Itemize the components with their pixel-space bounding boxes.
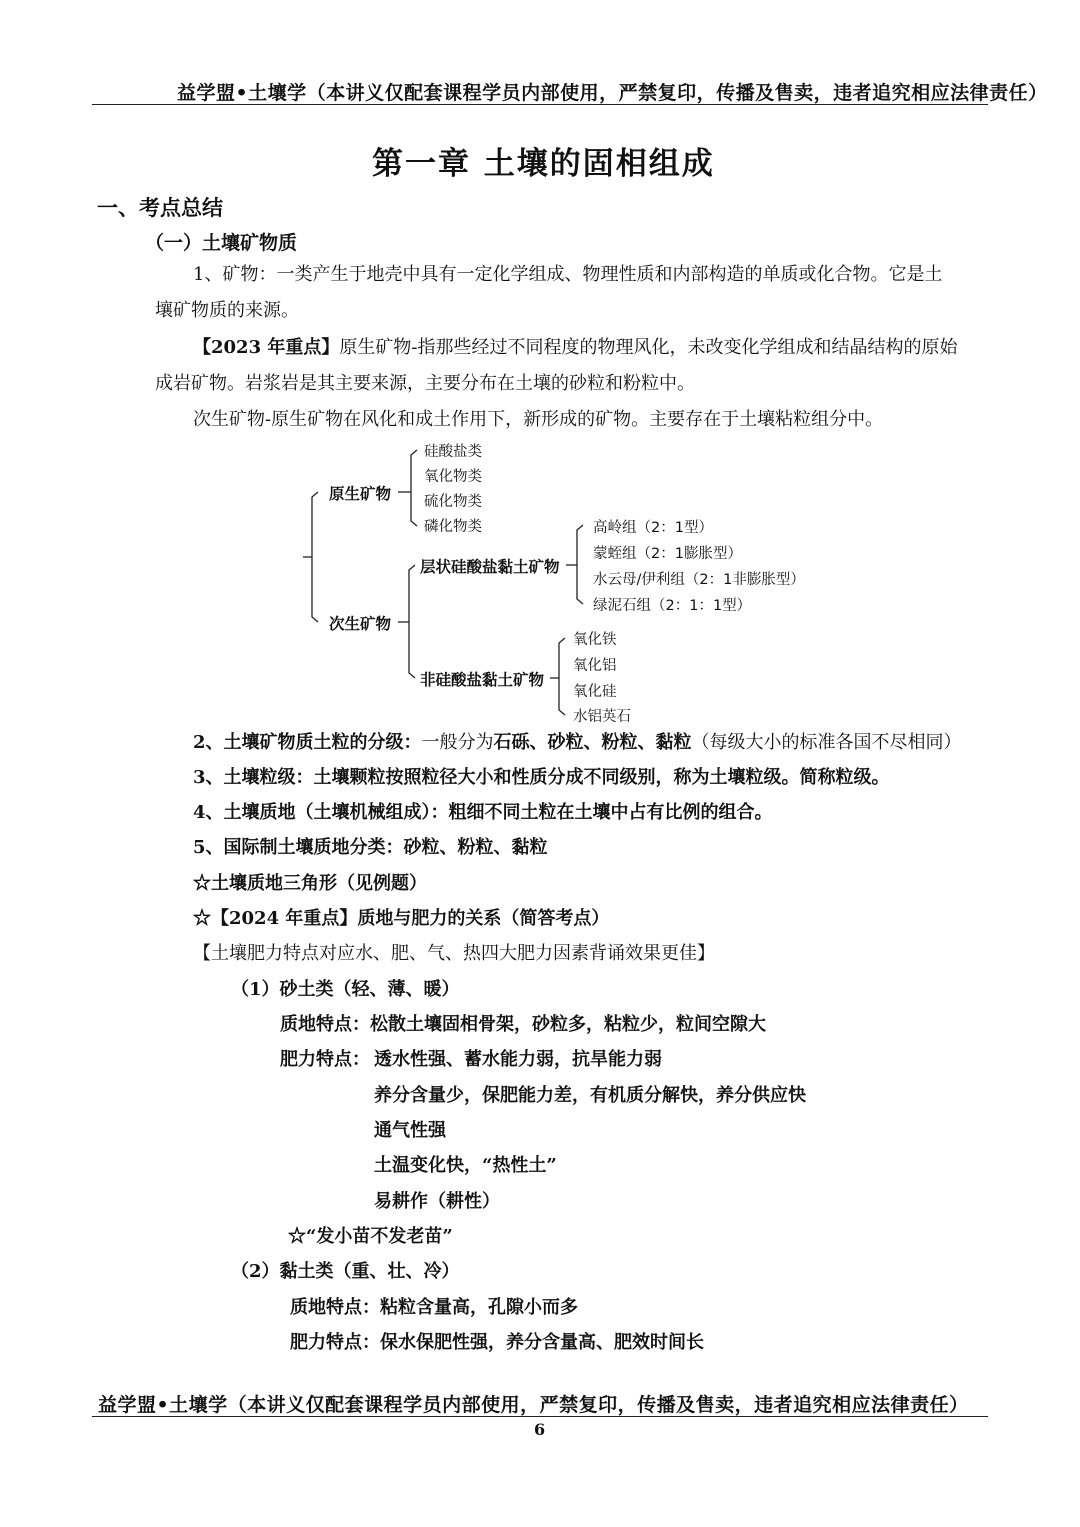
sandy-fertility-line: 土温变化快，“热性土” [374, 1155, 557, 1176]
sandy-fertility-line: 通气性强 [374, 1120, 446, 1141]
point2-rest-a: 一般分为 [421, 732, 494, 753]
non-silicate-item: 氧化铁 [573, 632, 617, 648]
subsection-heading: （一）土壤矿物质 [145, 232, 298, 254]
non-silicate-item: 水铝英石 [573, 709, 631, 725]
sandy-fertility-line: 透水性强、蓄水能力弱，抗旱能力弱 [374, 1049, 662, 1070]
chapter-title: 第一章 土壤的固相组成 [372, 146, 715, 182]
sandy-fertility-line: 易耕作（耕性） [374, 1191, 500, 1212]
para1-line1: 1、矿物：一类产生于地壳中具有一定化学组成、物理性质和内部构造的单质或化合物。它是土 [193, 264, 943, 285]
clay-fertility: 肥力特点：保水保肥性强，养分含量高、肥效时间长 [290, 1332, 704, 1353]
point4: 4、土壤质地（土壤机械组成）：粗细不同土粒在土壤中占有比例的组合。 [193, 802, 773, 823]
layered-item: 绿泥石组（2：1：1型） [593, 598, 752, 614]
page-header: 益学盟•土壤学（本讲义仅配套课程学员内部使用，严禁复印，传播及售卖，违者追究相应法律责任） [177, 82, 1048, 104]
memo-note: 【土壤肥力特点对应水、肥、气、热四大肥力因素背诵效果更佳】 [193, 943, 715, 964]
point2-bold: 石砾、砂粒、粉粒、黏粒 [493, 732, 692, 753]
star-point-2024: ☆【2024 年重点】质地与肥力的关系（简答考点） [193, 908, 610, 929]
key-tag-2023: 【2023 年重点】 [193, 337, 340, 358]
layered-item: 水云母/伊利组（2：1非膨胀型） [593, 572, 805, 588]
primary-item: 氧化物类 [424, 469, 482, 485]
layered-item: 高岭组（2：1型） [593, 520, 713, 536]
primary-item: 硅酸盐类 [424, 444, 482, 460]
sandy-saying: ☆“发小苗不发老苗” [288, 1226, 453, 1247]
non-silicate-item: 氧化硅 [573, 684, 617, 700]
sandy-heading: （1）砂土类（轻、薄、暖） [231, 979, 460, 1000]
para1-line2: 壤矿物质的来源。 [155, 300, 299, 321]
footer-rule [92, 1416, 988, 1417]
page-number: 6 [534, 1420, 546, 1439]
para2-line1-text: 原生矿物-指那些经过不同程度的物理风化，未改变化学组成和结晶结构的原始 [339, 337, 958, 358]
point5: 5、国际制土壤质地分类：砂粒、粉粒、黏粒 [193, 837, 548, 858]
layered-item: 蒙蛭组（2：1膨胀型） [593, 546, 742, 562]
non-silicate-label: 非硅酸盐黏土矿物 [420, 671, 545, 689]
clay-texture: 质地特点：粘粒含量高，孔隙小而多 [290, 1297, 578, 1318]
sandy-texture: 质地特点：松散土壤固相骨架，砂粒多，粘粒少，粒间空隙大 [280, 1014, 766, 1035]
page-footer: 益学盟•土壤学（本讲义仅配套课程学员内部使用，严禁复印，传播及售卖，违者追究相应法律责任） [98, 1394, 969, 1416]
star-point-triangle: ☆土壤质地三角形（见例题） [193, 873, 427, 894]
secondary-minerals-label: 次生矿物 [329, 615, 392, 633]
para2-line2: 成岩矿物。岩浆岩是其主要来源，主要分布在土壤的砂粒和粉粒中。 [155, 373, 695, 394]
non-silicate-item: 氧化铝 [573, 658, 617, 674]
primary-minerals-label: 原生矿物 [329, 485, 392, 503]
sandy-fertility-label: 肥力特点： [280, 1049, 370, 1070]
point2 [193, 725, 962, 761]
primary-item: 硫化物类 [424, 494, 482, 510]
point2-lead: 2、土壤矿物质土粒的分级： [193, 732, 422, 753]
para3: 次生矿物-原生矿物在风化和成土作用下，新形成的矿物。主要存在于土壤粘粒组分中。 [193, 409, 884, 430]
clay-heading: （2）黏土类（重、壮、冷） [231, 1261, 460, 1282]
primary-item: 磷化物类 [424, 519, 482, 535]
sandy-fertility-line: 养分含量少，保肥能力差，有机质分解快，养分供应快 [374, 1085, 806, 1106]
point2-rest-b: （每级大小的标准各国不尽相同） [691, 732, 962, 753]
point3: 3、土壤粒级：土壤颗粒按照粒径大小和性质分成不同级别，称为土壤粒级。简称粒级。 [193, 767, 890, 788]
layered-silicate-label: 层状硅酸盐黏土矿物 [420, 558, 560, 576]
section-heading: 一、考点总结 [97, 195, 223, 220]
